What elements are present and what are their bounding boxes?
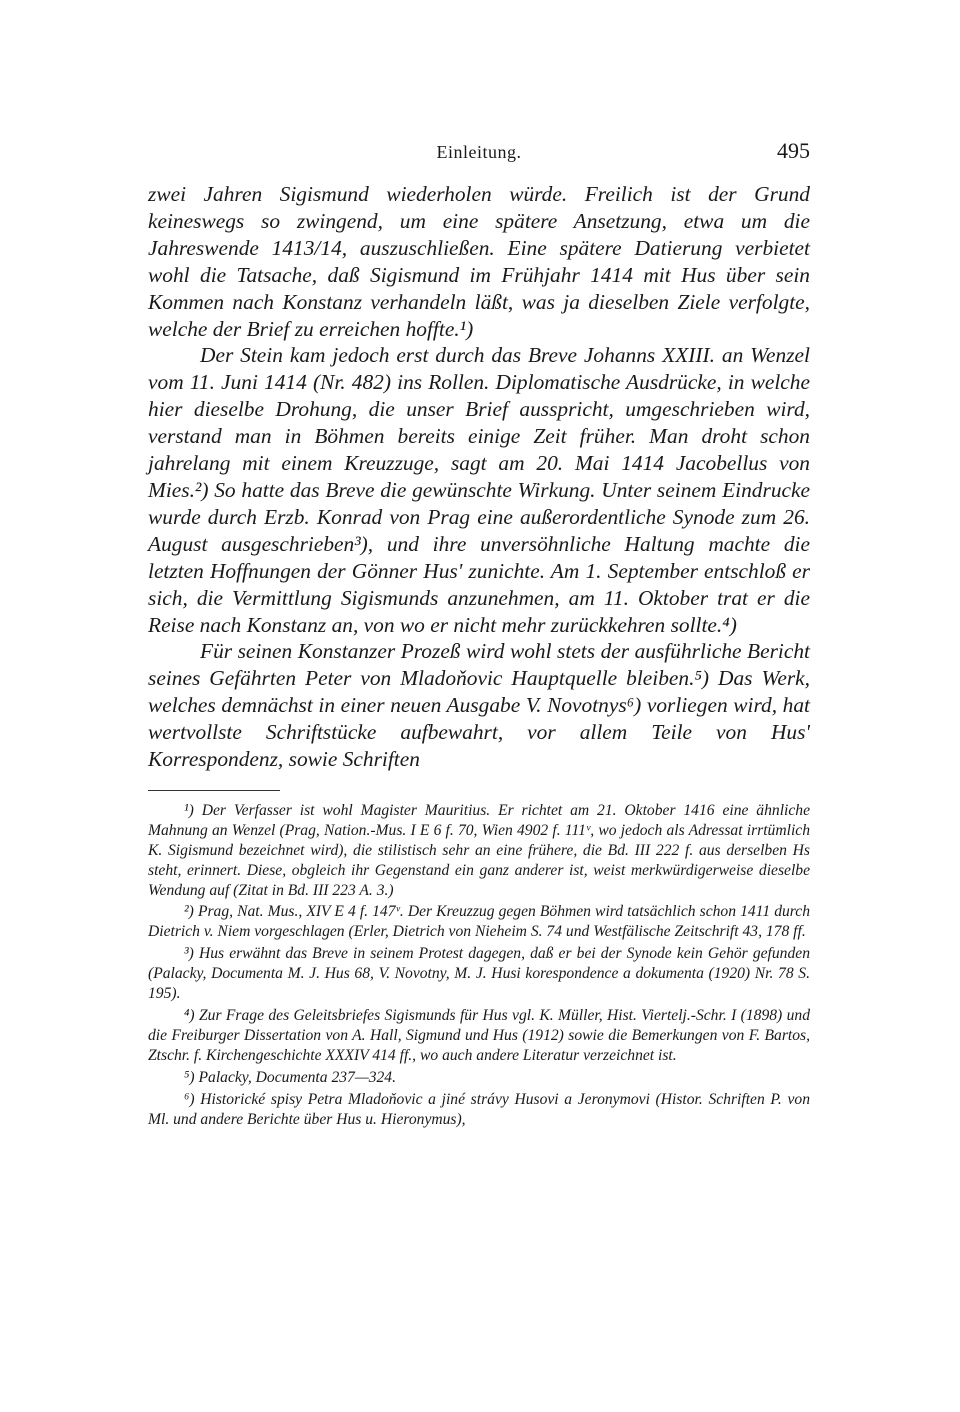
paragraph-1: zwei Jahren Sigismund wiederholen würde. Freilich ist der Grund keineswegs so zwingend, um eine spätere Ansetzung, etwa um die Jahreswende 1413/14, auszuschließen. Eine spätere Datierung verbietet wohl die Tatsache, daß Sigismund im Frühjahr 1414 mit Hus über sein Kommen nach Konstanz verhandeln läßt, was ja dieselben Ziele verfolgte, welche der Brief zu erreichen hoffte.¹)	[148, 182, 810, 341]
footnote-5: ⁵) Palacky, Documenta 237—324.	[184, 1068, 396, 1086]
footnote-6: ⁶) Historické spisy Petra Mladoňovic a jiné strávy Husovi a Jeronymovi (Histor. Schriften P. von Ml. und andere Berichte über Hus u. Hieronymus),	[148, 1090, 810, 1128]
footnote-divider	[148, 790, 280, 791]
paragraph-3: Für seinen Konstanzer Prozeß wird wohl stets der ausführliche Bericht seines Gefährten Peter von Mladoňovic Hauptquelle bleiben.⁵) Das Werk, welches demnächst in einer neuen Ausgabe V. Novotnys⁶) vorliegen wird, hat wertvollste Schriftstücke aufbewahrt, vor allem Teile von Hus' Korrespondenz, sowie Schriften	[148, 639, 810, 772]
footnote-2: ²) Prag, Nat. Mus., XIV E 4 f. 147ᵛ. Der Kreuzzug gegen Böhmen wird tatsächlich schon 1411 durch Dietrich v. Niem vorgeschlagen (Erler, Dietrich von Nieheim S. 74 und Westfälische Zeitschrift 43, 178 ff.	[148, 903, 810, 941]
footnote-3: ³) Hus erwähnt das Breve in seinem Protest dagegen, daß er bei der Synode kein Gehör gefunden (Palacky, Documenta M. J. Hus 68, V. Novotny, M. J. Husi korespondence a dokumenta (1920) Nr. 78 S. 195).	[148, 945, 810, 1003]
running-head: Einleitung.	[436, 142, 522, 162]
main-text	[148, 181, 810, 773]
book-page	[148, 134, 810, 1131]
footnote-1: ¹) Der Verfasser ist wohl Magister Mauritius. Er richtet am 21. Oktober 1416 eine ähnliche Mahnung an Wenzel (Prag, Nation.-Mus. I E 6 f. 70, Wien 4902 f. 111ᵛ, wo jedoch als Adressat irrtümlich K. Sigismund bezeichnet wird), die stilistisch sehr an eine frühere, die Bd. III 222 f. aus derselben Hs steht, erinnert. Diese, obgleich ihr Gegenstand ein ganz anderer ist, weist merkwürdigerweise dieselbe Wendung auf (Zitat in Bd. III 223 A. 3.)	[148, 801, 810, 899]
page-header	[148, 134, 810, 174]
page-number: 495	[777, 138, 810, 163]
footnote-4: ⁴) Zur Frage des Geleitsbriefes Sigismunds für Hus vgl. K. Müller, Hist. Viertelj.-Schr. I (1898) und die Freiburger Dissertation von A. Hall, Sigmund und Hus (1912) sowie die Bemerkungen von F. Bartos, Ztschr. f. Kirchengeschichte XXXIV 414 ff., wo auch andere Literatur verzeichnet ist.	[148, 1007, 810, 1064]
footnotes	[148, 801, 810, 1130]
paragraph-2: Der Stein kam jedoch erst durch das Breve Johanns XXIII. an Wenzel vom 11. Juni 1414 (Nr. 482) ins Rollen. Diplomatische Ausdrücke, in welche hier dieselbe Drohung, die unser Brief ausspricht, umgeschrieben wird, verstand man in Böhmen bereits einige Zeit früher. Man droht schon jahrelang mit einem Kreuzzuge, sagt am 20. Mai 1414 Jacobellus von Mies.²) So hatte das Breve die gewünschte Wirkung. Unter seinem Eindrucke wurde durch Erzb. Konrad von Prag eine außerordentliche Synode zum 26. August ausgeschrieben³), und ihre unversöhnliche Haltung machte die letzten Hoffnungen der Gönner Hus' zunichte. Am 1. September entschloß er sich, die Vermittlung Sigismunds anzunehmen, am 11. Oktober trat er die Reise nach Konstanz an, von wo er nicht mehr zurückkehren sollte.⁴)	[148, 343, 810, 637]
